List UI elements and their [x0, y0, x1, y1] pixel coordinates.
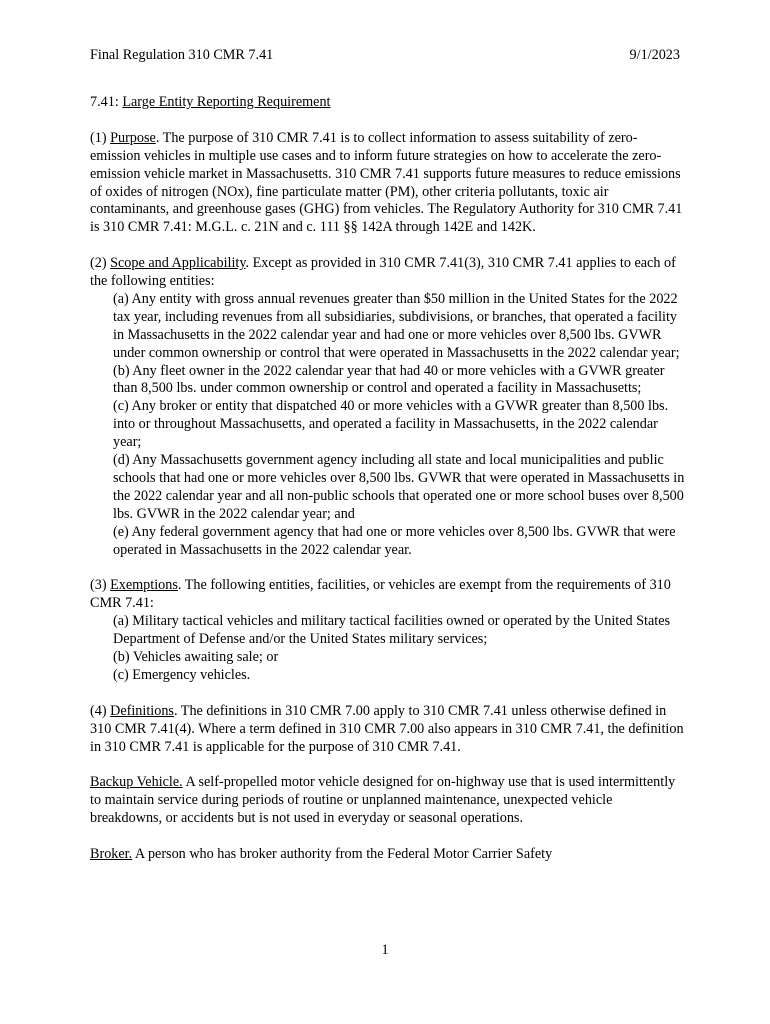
scope-item-c: (c) Any broker or entity that dispatched 40 or more vehicles with a GVWR greater than 8,500 lbs. into or throughout Massachusetts, and operated a facility in Massachusetts, in the 2022 calendar year; [113, 398, 669, 451]
scope-item-e: (e) Any federal government agency that had one or more vehicles over 8,500 lbs. GVWR that were operated in Massachusetts in the 2022 calendar year. [113, 523, 676, 558]
purpose-heading: Purpose [110, 129, 156, 146]
section-title [90, 94, 685, 112]
exemptions-text: . The following entities, facilities, or vehicles are exempt from the requirements of 310 CMR 7.41: [90, 577, 671, 612]
section-title-text: Large Entity Reporting Requirement [122, 94, 331, 110]
definition-text: A self-propelled motor vehicle designed for on-highway use that is used intermittently to maintain service during periods of routine or unplanned maintenance, unexpected vehicle breakdowns, or accidents but is not used in everyday or seasonal operations. [90, 774, 676, 827]
scope-section [90, 255, 685, 559]
scope-text: . Except as provided in 310 CMR 7.41(3), 310 CMR 7.41 applies to each of the following entities: [90, 255, 676, 290]
definitions-number: (4) [90, 702, 111, 719]
definition-broker [90, 846, 685, 864]
definitions-heading: Definitions [110, 702, 174, 719]
exemptions-section [90, 577, 685, 684]
section-number: 7.41: [90, 94, 123, 110]
page-number: 1 [381, 942, 389, 958]
scope-item-d: (d) Any Massachusetts government agency including all state and local municipalities and public schools that had one or more vehicles over 8,500 lbs. GVWR that were operated in Massachusetts in the 2022 calendar year and all non-public schools that operated one or more school buses over 8,500 lbs. GVWR in the 2022 calendar year; and [113, 452, 685, 522]
scope-item-b: (b) Any fleet owner in the 2022 calendar year that had 40 or more vehicles with a GVWR greater than 8,500 lbs. under common ownership or control and operated a facility in Massachusetts; [113, 362, 665, 397]
header-date: 9/1/2023 [629, 47, 680, 63]
exemption-item-b: (b) Vehicles awaiting sale; or [113, 649, 279, 666]
exemption-item-c: (c) Emergency vehicles. [113, 666, 251, 683]
scope-heading: Scope and Applicability [110, 255, 246, 272]
scope-number: (2) [90, 255, 111, 272]
purpose-number: (1) [90, 129, 111, 146]
definitions-text: . The definitions in 310 CMR 7.00 apply to 310 CMR 7.41 unless otherwise defined in 310 CMR 7.41(4). Where a term defined in 310 CMR 7.00 also appears in 310 CMR 7.41, the definition in 310 CMR 7.41 is applicable for the purpose of 310 CMR 7.41. [90, 702, 684, 755]
page-header [90, 47, 680, 65]
definition-term: Broker. [90, 845, 133, 862]
header-document-title: Final Regulation 310 CMR 7.41 [90, 47, 274, 63]
definition-term: Backup Vehicle. [90, 774, 183, 791]
purpose-paragraph [90, 130, 685, 237]
scope-paragraph [90, 255, 685, 291]
exemptions-number: (3) [90, 577, 111, 594]
definition-backup-vehicle [90, 774, 685, 828]
purpose-text: . The purpose of 310 CMR 7.41 is to collect information to assess suitability of zero-emission vehicles in multiple use cases and to inform future strategies on how to accelerate the zero-emission vehicle market in Massachusetts. 310 CMR 7.41 supports future measures to reduce emissions of oxides of nitrogen (NOx), fine particulate matter (PM), other criteria pollutants, toxic air contaminants, and greenhouse gases (GHG) from vehicles. The Regulatory Authority for 310 CMR 7.41 is 310 CMR 7.41: M.G.L. c. 21N and c. 111 §§ 142A through 142E and 142K. [90, 129, 683, 236]
definition-text: A person who has broker authority from the Federal Motor Carrier Safety [132, 845, 553, 862]
document-body [90, 94, 685, 882]
definitions-paragraph [90, 703, 685, 757]
exemption-item-a: (a) Military tactical vehicles and military tactical facilities owned or operated by the United States Department of Defense and/or the United States military services; [113, 613, 671, 648]
scope-item-a: (a) Any entity with gross annual revenues greater than $50 million in the United States for the 2022 tax year, including revenues from all subsidiaries, subdivisions, or branches, that operated a facility in Massachusetts in the 2022 calendar year and had one or more vehicles over 8,500 lbs. GVWR under common ownership or control that were operated in Massachusetts in the 2022 calendar year; [113, 290, 680, 361]
exemptions-paragraph [90, 577, 685, 613]
exemptions-heading: Exemptions [110, 577, 178, 594]
